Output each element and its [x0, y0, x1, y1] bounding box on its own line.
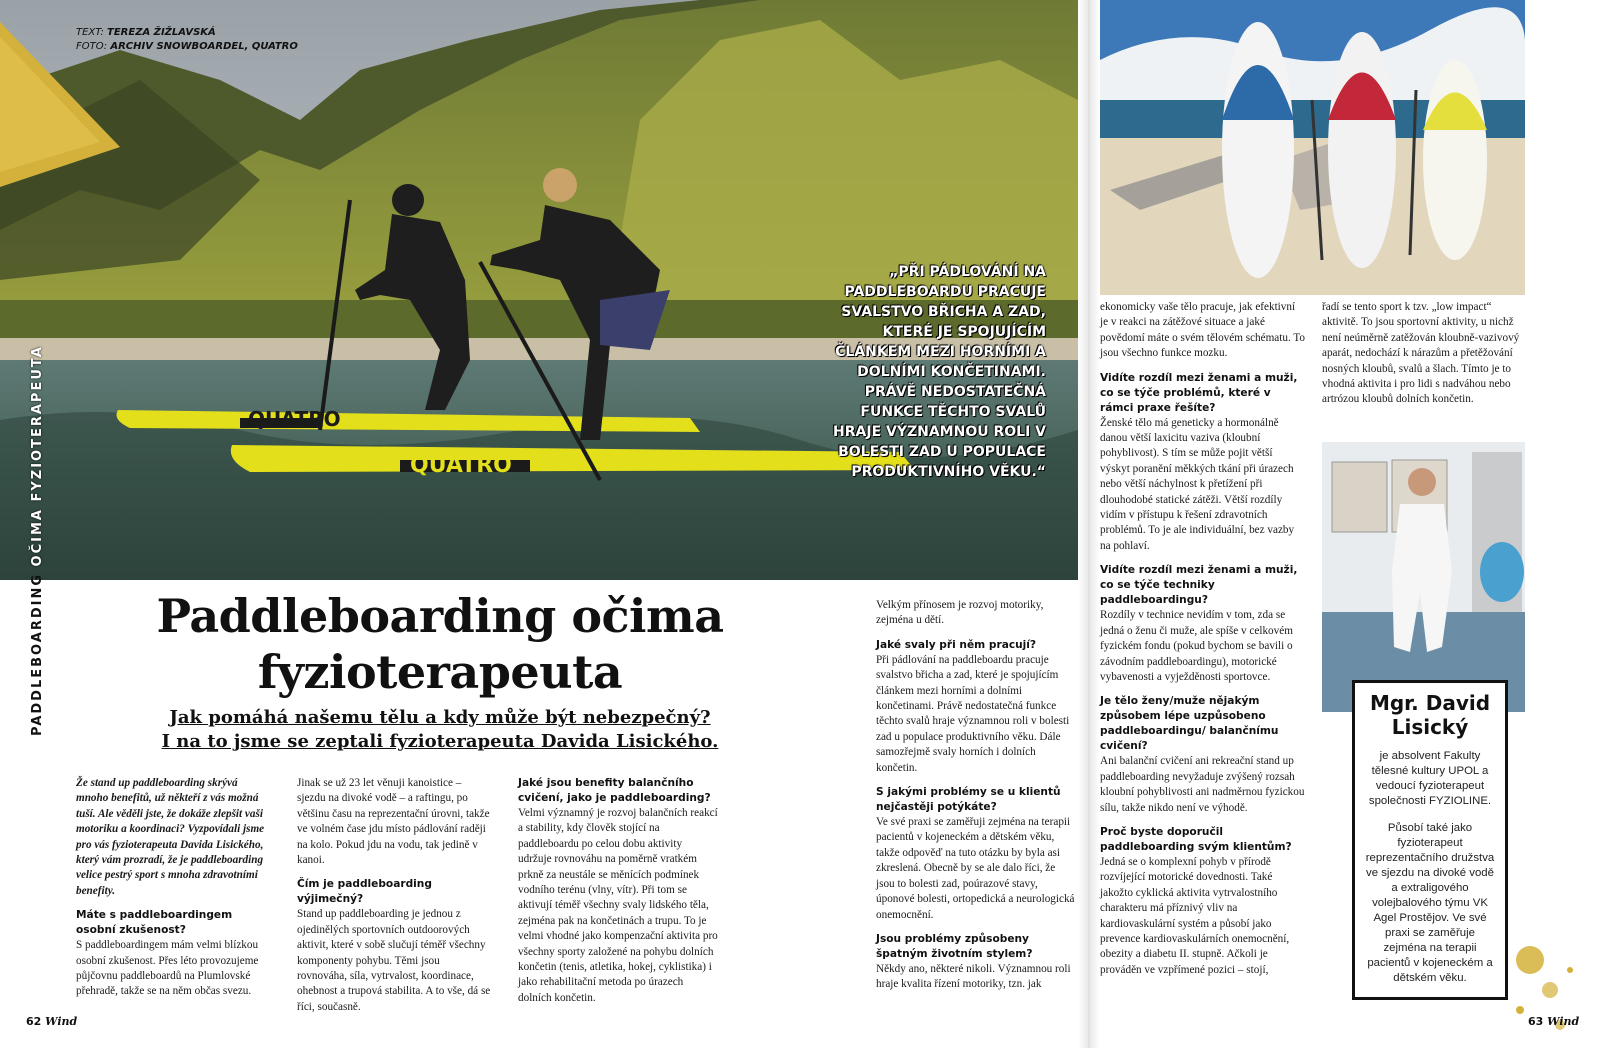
answer: Ženské tělo má geneticky a hormonálně danou větší laxicitu vaziva (kloubní pohyblivost). S tím se může pojit větší výskyt poranění měkkých tkání při úrazech nebo větší náchylnost k přetížení při dlouhodobé statické zátěži. Větší rozdíly vidím v přístupu k řešení zdravotních problémů. To je ale individuální, bez vazby na pohlaví. [1100, 416, 1295, 552]
question: Vidíte rozdíl mezi ženami a muži, co se týče techniky paddleboardingu? [1100, 564, 1298, 607]
board-brand-label: QUATRO [410, 453, 512, 478]
answer: Někdy ano, některé nikoli. Významnou roli hraje kvalita řízení motoriky, tzn. jak [876, 962, 1071, 991]
question: Je tělo ženy/muže nějakým způsobem lépe uzpůsobeno paddleboardingu/ balančnímu cvičení? [1100, 695, 1279, 753]
headline-line-2: fyzioterapeuta [257, 645, 623, 699]
hero-photo [0, 0, 1078, 580]
column-3 [518, 776, 718, 1006]
answer: Velkým přínosem je rozvoj motoriky, zejména u dětí. [876, 599, 1044, 627]
answer: Stand up paddleboarding je jednou z ojedinělých sportovních outdoorových aktivit, které v sobě slučují téměř všechny komponenty pohybu. Těmi jsou rovnováha, síla, vytrvalost, koordinace, ohebnost a trupová stabilita. A to vše, dá se říci, současně. [297, 908, 491, 1013]
answer: řadí se tento sport k tzv. „low impact“ aktivitě. To jsou sportovní aktivity, u nichž není neúměrně zatěžován kloubně-vazivový aparát, nedochází k nárazům a přetěžování nosných kloubů, svalů a šlach. Tímto je to vhodná aktivita i pro lidi s nadváhou nebo artrózou kloubů dolních končetin. [1322, 301, 1520, 406]
headline-line-1: Paddleboarding očima [156, 589, 724, 643]
page-number-left: 62 Wind [26, 1015, 78, 1028]
page-number-right: 63 Wind [1528, 1015, 1580, 1028]
boards-photo [1100, 0, 1525, 295]
answer: Při pádlování na paddleboardu pracuje svalstvo břicha a zad, které je spojujícím článkem mezi horními a dolními končetinami. Právě nedostatečná funkce těchto svalů hraje významnou roli v bolesti zad u populace produktivního věku. Dále samozřejmě svaly horních i dolních končetin. [876, 653, 1070, 774]
answer: ekonomicky vaše tělo pracuje, jak efektivní je v reakci na zátěžové situace a jaké povědomí máte o svém tělovém schématu. To jsou všechno funkce mozku. [1100, 301, 1306, 360]
column-4 [876, 598, 1076, 993]
answer: Ve své praxi se zaměřuji zejména na terapii pacientů v kojeneckém a dětském věku, takže odpověď na tuto otázku by byla asi zkreslená. Obecně by se ale dalo říci, že jsou to bolesti zad, poúrazové stavy, úponové bolesti, ortopedická a neurologická onemocnění. [876, 816, 1075, 921]
article-headline [90, 588, 790, 700]
column-1 [76, 776, 271, 1000]
question: Vidíte rozdíl mezi ženami a muži, co se týče problémů, které v rámci praxe řešíte? [1100, 371, 1298, 414]
question: Čím je paddleboarding výjimečný? [297, 878, 432, 906]
photo-credits: TEXT: TEREZA ŽIŽLAVSKÁ FOTO: ARCHIV SNOWBOARDEL, QUATRO [76, 27, 298, 52]
answer: Ani balanční cvičení ani rekreační stand up paddleboarding nevyžaduje zvýšený rozsah kloubní pohyblivosti ani nadměrnou fyzickou sílu, takže nikdo není ve výhodě. [1100, 755, 1305, 814]
question: Máte s paddleboardingem osobní zkušenost? [76, 909, 233, 937]
answer: S paddleboardingem mám velmi blízkou osobní zkušenost. Přes léto provozujeme půjčovnu paddleboardů na Plumlovské přehradě, takže se na něm občas svezu. [76, 939, 259, 998]
column-5 [1100, 300, 1305, 978]
board-brand-label: QUATRO [248, 407, 341, 431]
pull-quote: „PŘI PÁDLOVÁNÍ NA PADDLEBOARDU PRACUJE SVALSTVO BŘICHA A ZAD, KTERÉ JE SPOJUJÍCÍM ČLÁNKEM MEZI HORNÍMI A DOLNÍMI KONČETINAMI. PRÁVĚ NEDOSTATEČNÁ FUNKCE TĚCHTO SVALŮ HRAJE VÝZNAMNOU ROLI V BOLESTI ZAD U POPULACE PRODUKTIVNÍHO VĚKU.“ [833, 264, 1046, 480]
article-subhead: Jak pomáhá našemu tělu a kdy může být nebezpečný? I na to jsme se zeptali fyzioterapeuta Davida Lisického. [161, 707, 719, 752]
column-6 [1322, 300, 1522, 408]
question: Jaké jsou benefity balančního cvičení, jako je paddleboarding? [518, 777, 711, 804]
question: S jakými problémy se u klientů nejčastěji potýkáte? [876, 786, 1061, 814]
bio-name: Mgr. David Lisický [1369, 691, 1491, 739]
bio-text: je absolvent Fakulty tělesné kultury UPOL a vedoucí fyzioterapeut společnosti FYZIOLINE. Působí také jako fyzioterapeut reprezentačního družstva ve sjezdu na divoké vodě a extraligového volejbalového týmu VK Agel Prostějov. Ve své praxi se zaměřuje zejména na terapii pacientů v kojeneckém a dětském věku. [1365, 750, 1495, 984]
answer: Jedná se o komplexní pohyb v přírodě rozvíjející motorické dovednosti. Také jakožto cyklická aktivita vytrvalostního charakteru má příznivý vliv na kardiovaskulární systém a působí jako prevence kardiovaskulárních onemocnění, obezity a diabetu II. stupně. Ačkoli je prováděn ve vzpřímené pozici – stojí, [1100, 855, 1290, 976]
question: Jsou problémy způsobeny špatným životním stylem? [876, 932, 1033, 960]
answer: Velmi významný je rozvoj balančních reakcí a stability, kdy člověk stojící na paddleboardu po celou dobu aktivity udržuje rovnováhu na poměrně vratkém prkně za neustále se měnících podmínek vodního terénu (vlny, vítr). Při tom se aktivují téměř všechny svaly lidského těla, zejména pak na končetinách a trupu. To je velmi vhodné jako kompenzační aktivita pro všechny sporty založené na pohybu dolních končetin (tenis, atletika, hokej, cyklistika) i jako rehabilitační metoda po úrazech dolních končetin. [518, 807, 718, 1004]
answer: Jinak se už 23 let věnuji kanoistice – sjezdu na divoké vodě – a raftingu, po většinu času na reprezentační úrovni, takže ve volném čase jdu místo pádlování raději na kolo. Pokud jdu na vodu, tak jedině v kanoi. [297, 777, 490, 867]
answer: Rozdíly v technice nevidím v tom, zda se jedná o ženu či muže, ale spíše v celkovém fyzickém fondu (pokud bychom se bavili o závodním paddleboardingu), motorické vybavenosti a vyježděnosti sportovce. [1100, 609, 1293, 683]
question: Jaké svaly při něm pracují? [876, 638, 1037, 651]
column-2 [297, 776, 492, 1015]
question: Proč byste doporučil paddleboarding svým klientům? [1100, 825, 1292, 853]
bio-box [1352, 680, 1508, 1000]
section-label: PADDLEBOARDING OČIMA FYZIOTERAPEUTA [30, 345, 45, 736]
intro-lead: Že stand up paddleboarding skrývá mnoho benefitů, už někteří z vás možná tuší. Ale věděli jste, že dokáže zlepšit vaši motoriku a koordinaci? Vyzpovídali jsme pro vás fyzioterapeuta Davida Lisického, který vám prozradí, že je paddleboarding velice pestrý sport s mnoha zdravotními benefity. [76, 777, 265, 897]
page-gutter [1078, 0, 1100, 1048]
portrait-photo [1322, 442, 1525, 712]
